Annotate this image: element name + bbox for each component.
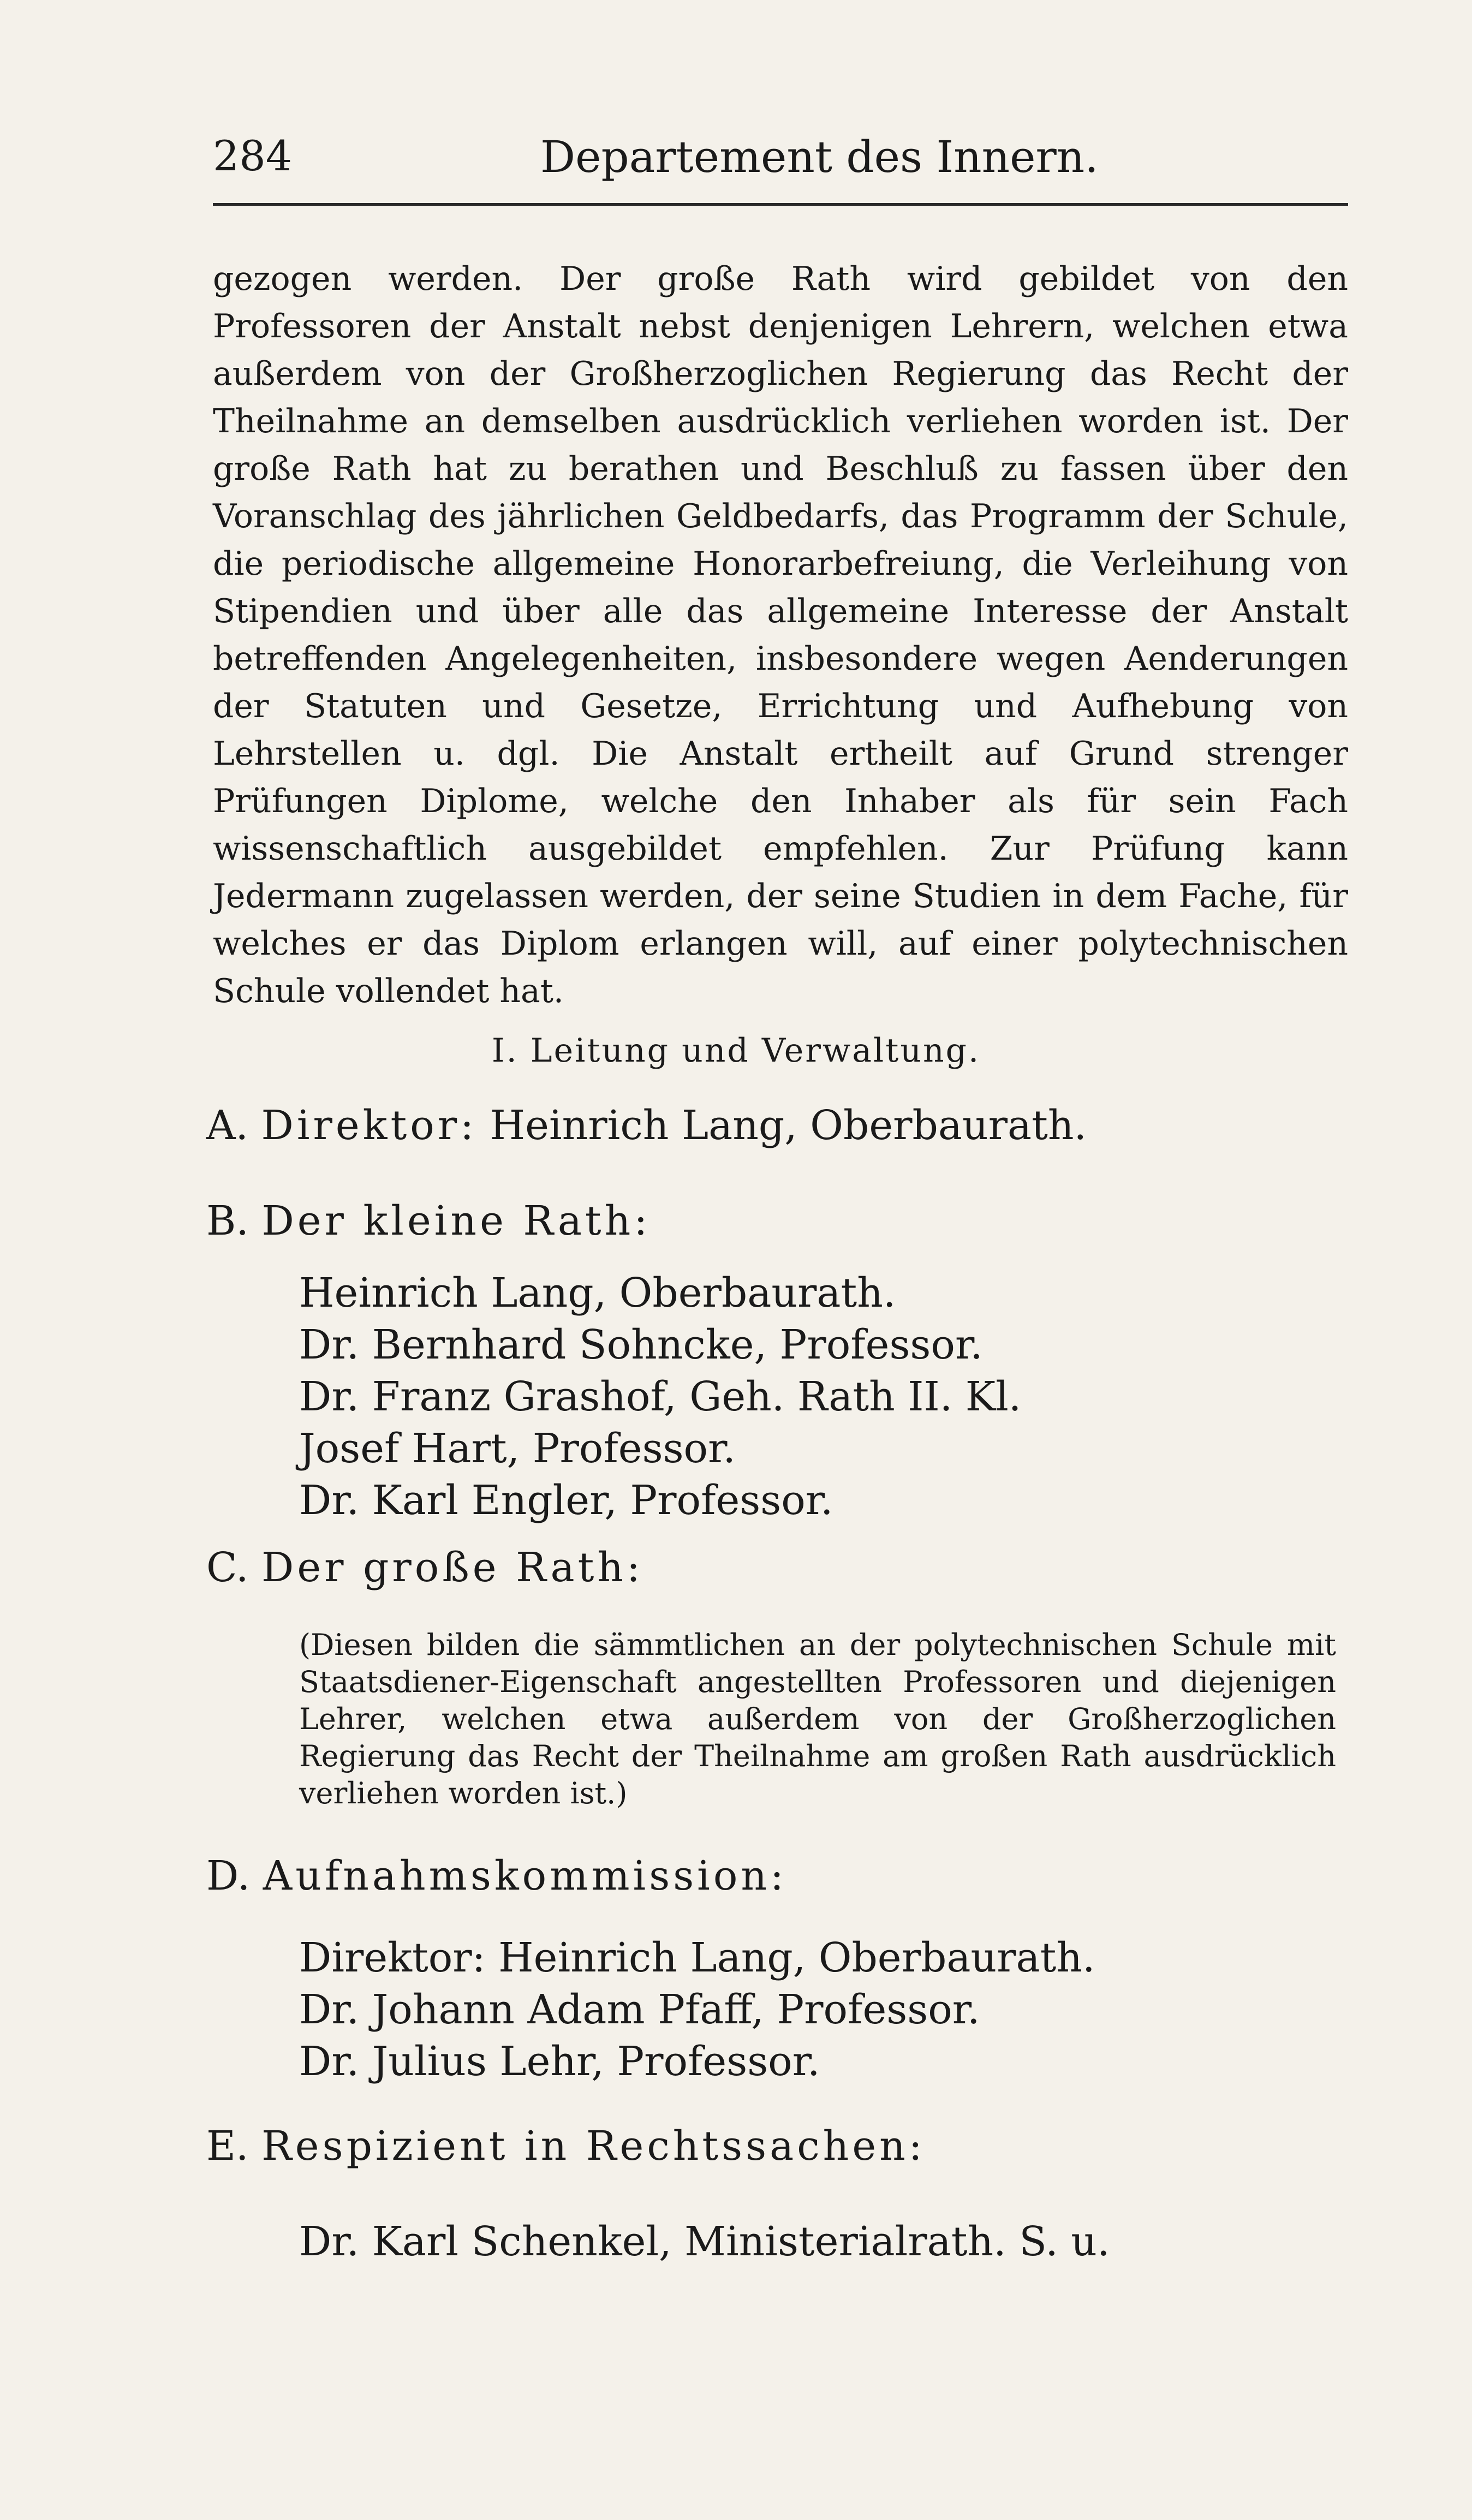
section-e-letter: E. xyxy=(206,2123,249,2170)
page-number: 284 xyxy=(213,132,293,180)
section-b-member: Heinrich Lang, Oberbaurath. xyxy=(299,1270,896,1316)
section-a-label: Direktor: xyxy=(261,1102,478,1149)
section-d-member: Dr. Julius Lehr, Professor. xyxy=(299,2038,820,2085)
section-a-letter: A. xyxy=(206,1102,248,1149)
section-b-member: Josef Hart, Professor. xyxy=(299,1425,736,1472)
section-e-heading xyxy=(206,2123,926,2170)
intro-paragraph: gezogen werden. Der große Rath wird gebildet von den Professoren der Anstalt nebst denjenigen Lehrern, welchen etwa außerdem von der Großherzoglichen Regierung das Recht der Theilnahme an demselben ausdrücklich verliehen worden ist. Der große Rath hat zu berathen und Beschluß zu fassen über den Voranschlag des jährlichen Geldbedarfs, das Programm der Schule, die periodische allgemeine Honorarbefreiung, die Verleihung von Stipendien und über alle das allgemeine Interesse der Anstalt betreffenden Angelegenheiten, insbesondere wegen Aenderungen der Statuten und Gesetze, Errichtung und Aufhebung von Lehrstellen u. dgl. Die Anstalt ertheilt auf Grund strenger Prüfungen Diplome, welche den Inhaber als für sein Fach wissenschaftlich ausgebildet empfehlen. Zur Prüfung kann Jedermann zugelassen werden, der seine Studien in dem Fache, für welches er das Diplom erlangen will, auf einer polytechnischen Schule vollendet hat. xyxy=(213,260,1348,1010)
section-a-value: Heinrich Lang, Oberbaurath. xyxy=(490,1102,1087,1149)
section-d-letter: D. xyxy=(206,1852,251,1899)
section-d-member: Direktor: Heinrich Lang, Oberbaurath. xyxy=(299,1934,1095,1981)
section-d-member-list xyxy=(299,1932,1095,2088)
header-rule xyxy=(213,203,1348,206)
section-b-heading xyxy=(206,1198,651,1244)
section-d-heading xyxy=(206,1852,787,1899)
section-b-member: Dr. Bernhard Sohncke, Professor. xyxy=(299,1321,983,1368)
section-e-member-list xyxy=(299,2216,1110,2268)
section-c-label: Der große Rath: xyxy=(261,1544,643,1591)
section-e-value: Dr. Karl Schenkel, Ministerialrath. S. u. xyxy=(299,2218,1110,2265)
section-c-note: (Diesen bilden die sämmtlichen an der polytechnischen Schule mit Staatsdiener-Eigenschaft angestellten Professoren und diejenigen Lehrer, welchen etwa außerdem von der Großherzoglichen Regierung das Recht der Theilnahme am großen Rath ausdrücklich verliehen worden ist.) xyxy=(299,1628,1336,1810)
section-a-heading xyxy=(206,1102,1087,1149)
section-b-member: Dr. Franz Grashof, Geh. Rath II. Kl. xyxy=(299,1373,1022,1420)
section-b-letter: B. xyxy=(206,1198,249,1244)
section-b-label: Der kleine Rath: xyxy=(261,1198,651,1244)
section-title: I. Leitung und Verwaltung. xyxy=(491,1032,981,1070)
section-c-heading xyxy=(206,1544,643,1591)
section-d-label: Aufnahmskommission: xyxy=(263,1852,787,1899)
section-e-label: Respizient in Rechtssachen: xyxy=(261,2123,926,2170)
section-d-member: Dr. Johann Adam Pfaff, Professor. xyxy=(299,1986,980,2033)
section-b-member: Dr. Karl Engler, Professor. xyxy=(299,1477,833,1524)
section-b-member-list xyxy=(299,1267,1021,1527)
section-c-letter: C. xyxy=(206,1544,249,1591)
running-head: Departement des Innern. xyxy=(540,132,1099,182)
